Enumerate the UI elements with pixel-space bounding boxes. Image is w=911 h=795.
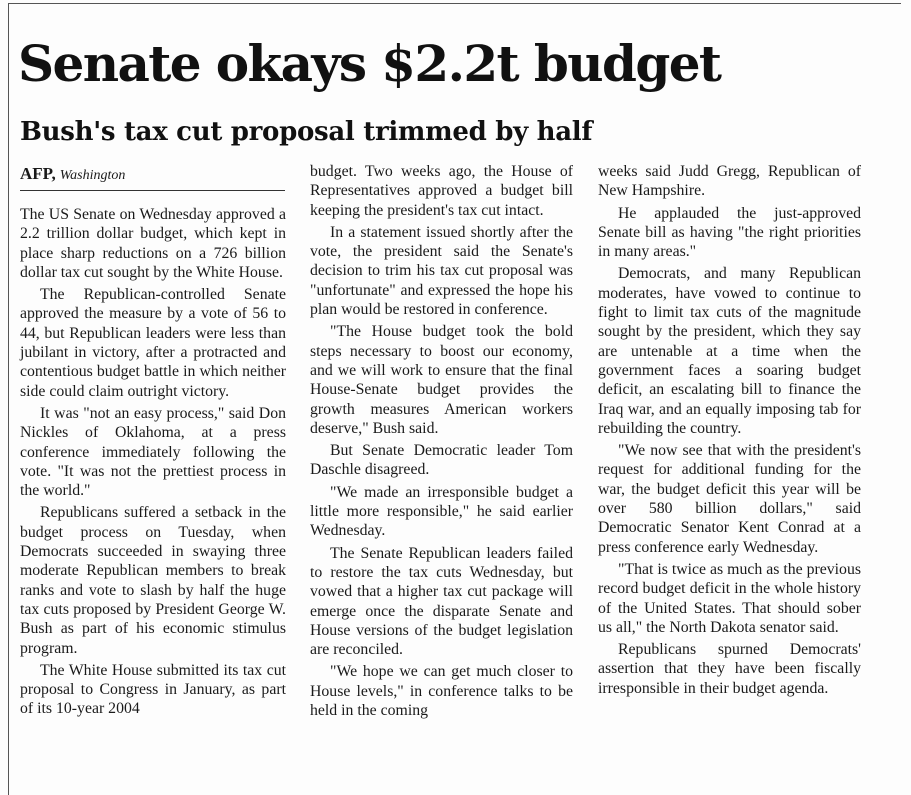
article-paragraph: The Senate Republican leaders failed to restore the tax cuts Wednesday, but vowed that a higher tax cut package will emerge once the disparate Senate and House versions of the budget legislation are reconciled. <box>310 544 573 659</box>
article-paragraph: He applauded the just-approved Senate bill as having "the right priorities in many areas." <box>598 204 861 261</box>
article-paragraph: But Senate Democratic leader Tom Daschle disagreed. <box>310 442 573 479</box>
byline-place: Washington <box>59 168 126 183</box>
article-paragraph: The US Senate on Wednesday approved a 2.2 trillion dollar budget, which kept in place sharp reductions on a 726 billion dollar tax cut sought by the White House. <box>20 206 286 281</box>
article-paragraph: budget. Two weeks ago, the House of Representatives approved a budget bill keeping the president's tax cut intact. <box>310 163 573 219</box>
article-paragraph: The Republican-controlled Senate approved the measure by a vote of 56 to 44, but Republican leaders were less than jubilant in victory, after a protracted and contentious budget battle in which neither side could claim outright victory. <box>20 286 286 400</box>
byline <box>20 163 285 187</box>
byline-divider <box>20 190 285 191</box>
article-paragraph: It was "not an easy process," said Don Nickles of Oklahoma, at a press conference immediately following the vote. "It was not the prettiest process in the world." <box>20 404 286 500</box>
article-paragraph: In a statement issued shortly after the vote, the president said the Senate's decision to trim his tax cut proposal was "unfortunate" and expressed the hope his plan would be restored in conference. <box>310 223 573 319</box>
article-column-1 <box>20 205 286 722</box>
article-paragraph: "We now see that with the president's request for additional funding for the war, the budget deficit this year will be over 580 billion dollars," said Democratic Senator Kent Conrad at a press conference early Wednesday. <box>598 442 861 556</box>
article-paragraph: Republicans spurned Democrats' assertion that they have been fiscally irresponsible in their budget agenda. <box>598 641 861 697</box>
left-border-rule <box>8 3 9 795</box>
top-border-rule <box>8 3 901 4</box>
byline-agency: AFP, <box>20 164 56 183</box>
article-paragraph: weeks said Judd Gregg, Republican of New Hampshire. <box>598 163 861 200</box>
article-paragraph: "The House budget took the bold steps necessary to boost our economy, and we will work to ensure that the final House-Senate budget provides the growth measures American workers deserve," Bush said. <box>310 323 573 437</box>
article-paragraph: The White House submitted its tax cut proposal to Congress in January, as part of its 10-year 2004 <box>20 661 286 718</box>
article-column-2 <box>310 162 573 723</box>
article-paragraph: Democrats, and many Republican moderates, have vowed to continue to fight to limit tax cuts of the magnitude sought by the president, which they say are untenable at a time when the government faces a soaring budget deficit, an escalating bill to finance the Iraq war, and an equally imposing tab for rebuilding the country. <box>598 265 861 437</box>
article-paragraph: "We hope we can get much closer to House levels," in conference talks to be held in the coming <box>310 663 573 720</box>
subheadline: Bush's tax cut proposal trimmed by half <box>20 117 593 147</box>
article-paragraph: Republicans suffered a setback in the budget process on Tuesday, when Democrats succeeded in swaying three moderate Republican members to break ranks and vote to slash by half the huge tax cuts proposed by President George W. Bush as part of his economic stimulus program. <box>20 504 286 657</box>
headline: Senate okays $2.2t budget <box>18 34 721 93</box>
article-paragraph: "We made an irresponsible budget a little more responsible," he said earlier Wednesday. <box>310 483 573 540</box>
article-column-3 <box>598 162 861 701</box>
article-paragraph: "That is twice as much as the previous record budget deficit in the whole history of the United States. That should sober us all," the North Dakota senator said. <box>598 560 861 636</box>
